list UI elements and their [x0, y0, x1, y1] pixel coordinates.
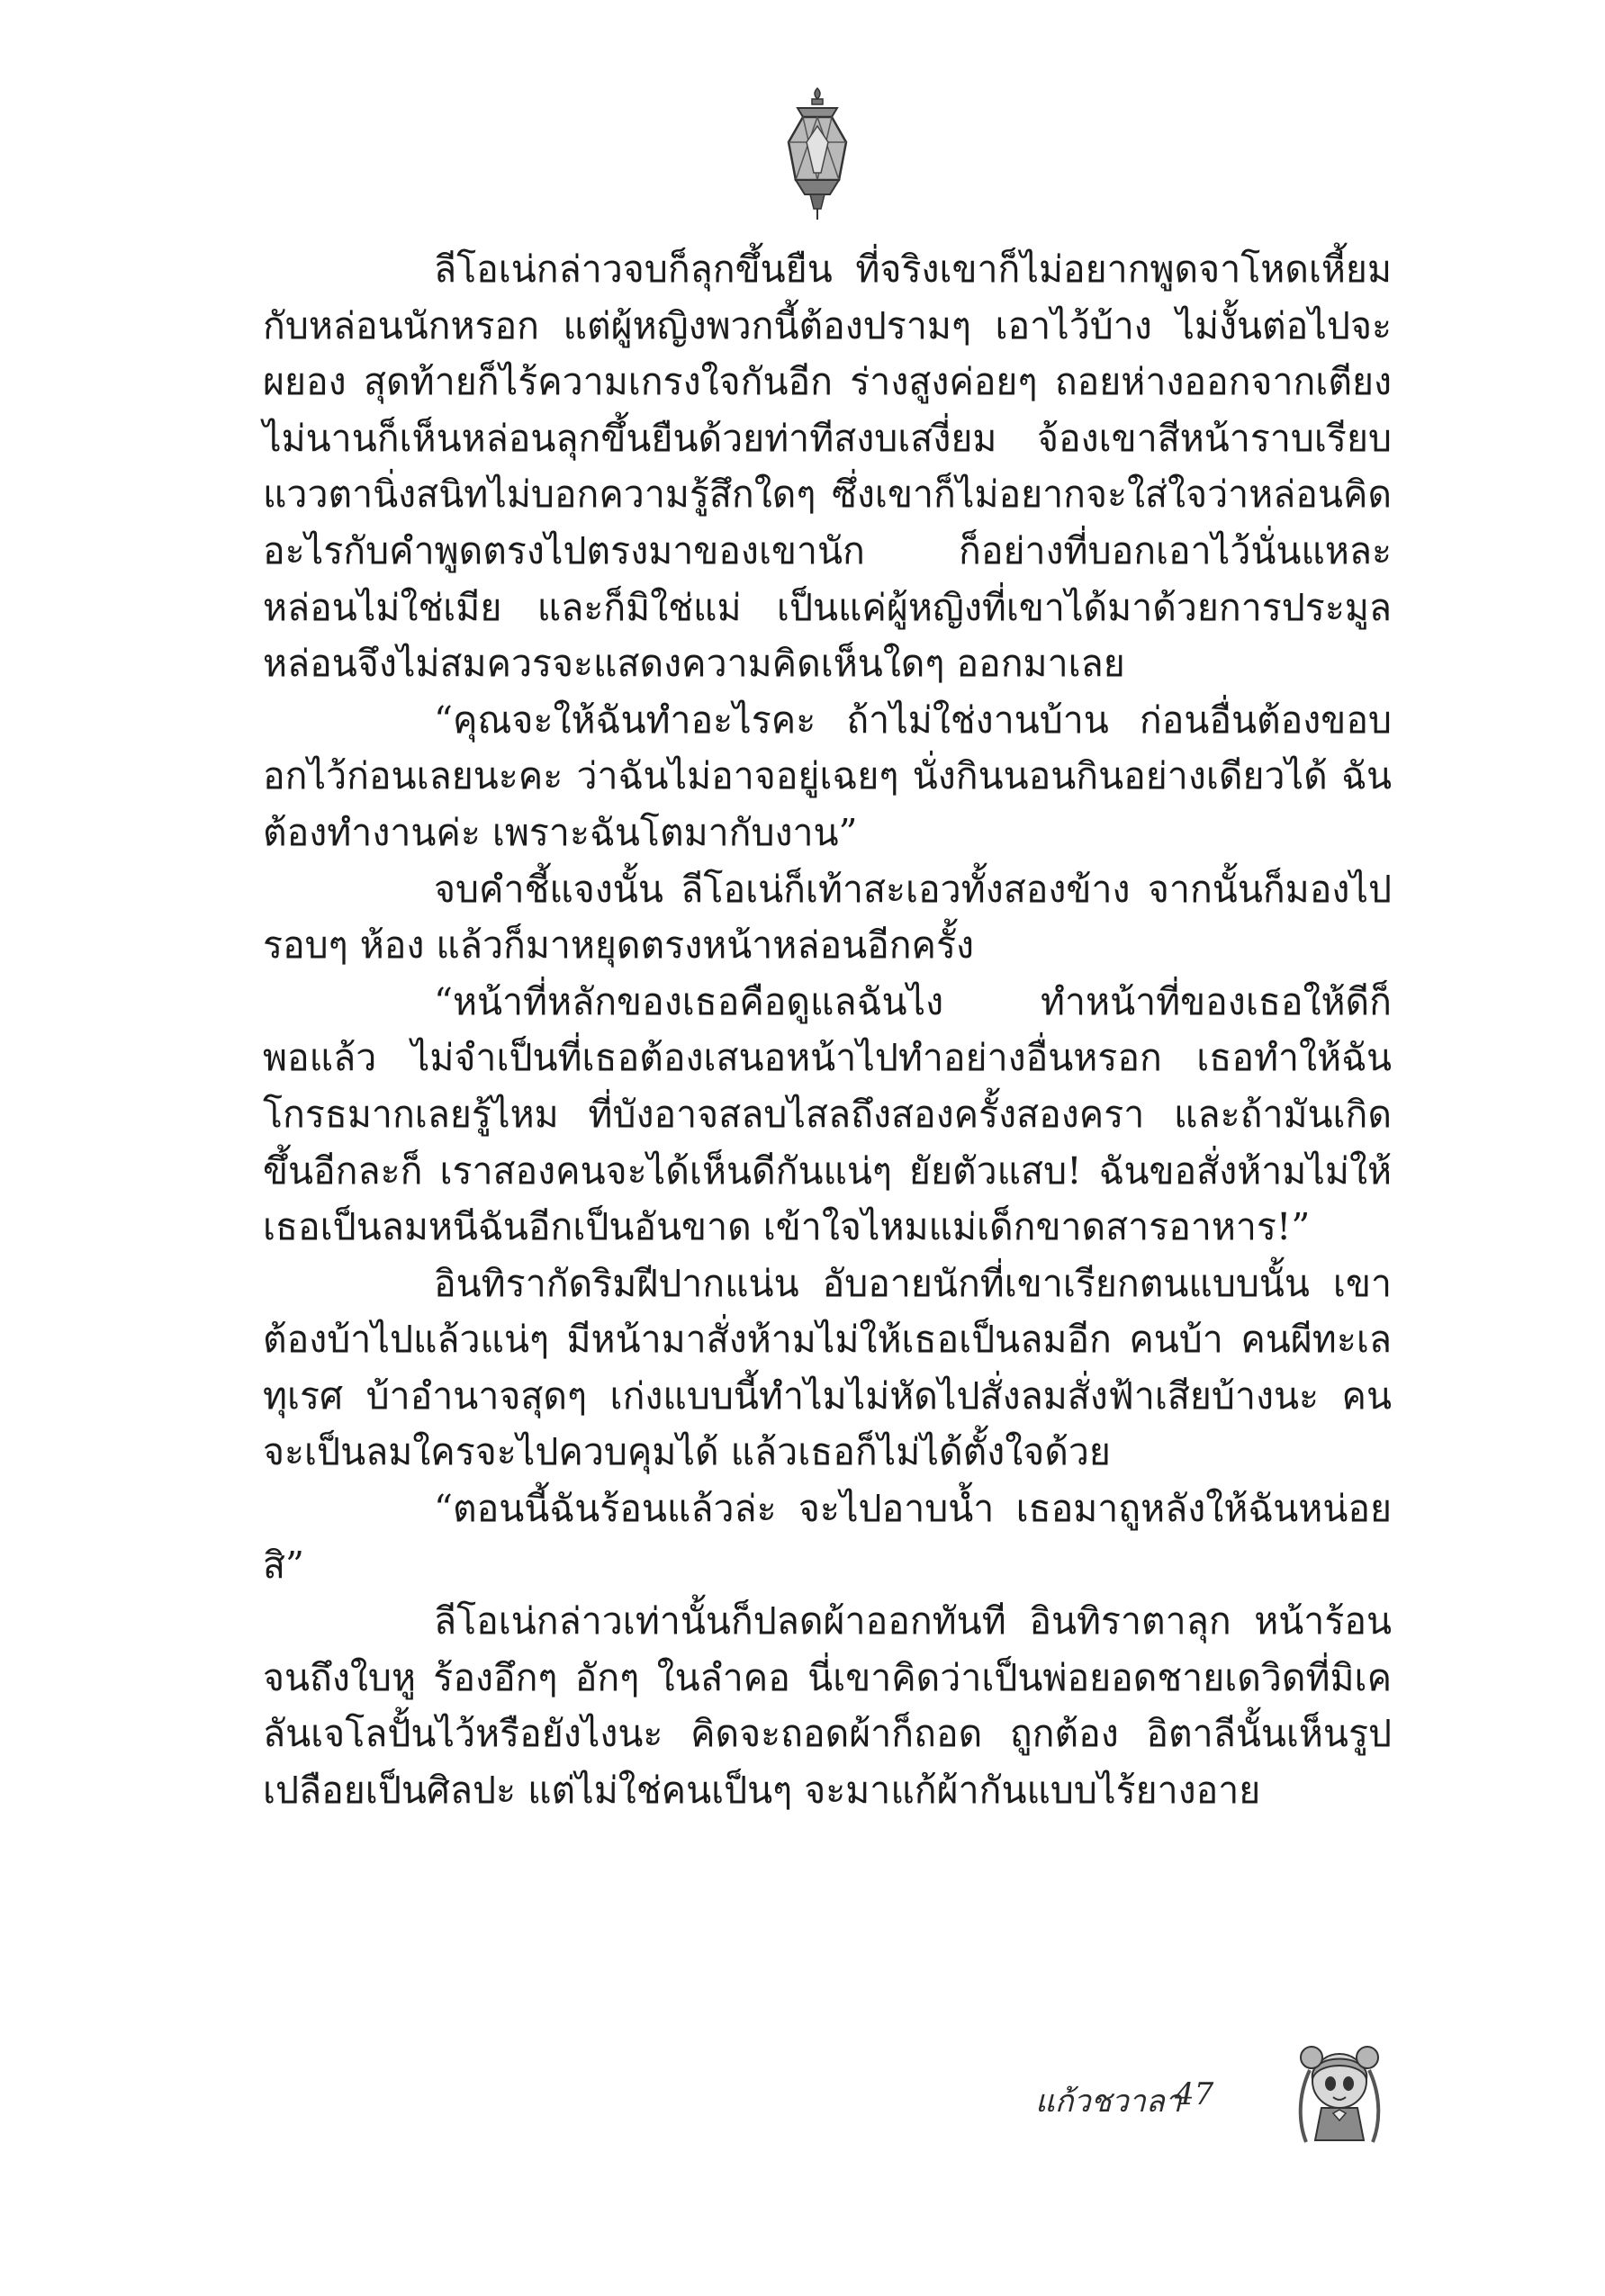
- cartoon-character-icon: [1290, 2034, 1389, 2151]
- paragraph: “คุณจะให้ฉันทำอะไรคะ ถ้าไม่ใช่งานบ้าน ก่อนอื่นต้องขอบอกไว้ก่อนเลยนะคะ ว่าฉันไม่อาจอยู่เฉยๆ นั่งกินนอนกินอย่างเดียวได้ ฉันต้องทำงานค่ะ เพราะฉันโตมากับงาน”: [263, 698, 1392, 854]
- page-number: 47: [1175, 2076, 1214, 2112]
- paragraph: อินทิรากัดริมฝีปากแน่น อับอายนักที่เขาเรียกตนแบบนั้น เขาต้องบ้าไปแล้วแน่ๆ มีหน้ามาสั่งห้ามไม่ให้เธอเป็นลมอีก คนบ้า คนผีทะเลทุเรศ บ้าอำนาจสุดๆ เก่งแบบนี้ทำไมไม่หัดไปสั่งลมสั่งฟ้าเสียบ้างนะ คนจะเป็นลมใครจะไปควบคุมได้ แล้วเธอก็ไม่ได้ตั้งใจด้วย: [263, 1261, 1392, 1474]
- paragraph: “หน้าที่หลักของเธอคือดูแลฉันไง ทำหน้าที่ของเธอให้ดีก็พอแล้ว ไม่จำเป็นที่เธอต้องเสนอหน้าไปทำอย่างอื่นหรอก เธอทำให้ฉันโกรธมากเลยรู้ไหม ที่บังอาจสลบไสลถึงสองครั้งสองครา และถ้ามันเกิดขึ้นอีกละก็ เราสองคนจะได้เห็นดีกันแน่ๆ ยัยตัวแสบ! ฉันขอสั่งห้ามไม่ให้เธอเป็นลมหนีฉันอีกเป็นอันขาด เข้าใจไหมแม่เด็กขาดสารอาหาร!”: [263, 979, 1392, 1249]
- paragraph: “ตอนนี้ฉันร้อนแล้วล่ะ จะไปอาบน้ำ เธอมาถูหลังให้ฉันหน่อยสิ”: [263, 1487, 1392, 1587]
- lantern-icon: [780, 86, 855, 221]
- paragraph: ลีโอเน่กล่าวเท่านั้นก็ปลดผ้าออกทันที อินทิราตาลุก หน้าร้อนจนถึงใบหู ร้องอึกๆ อักๆ ในลำคอ นี่เขาคิดว่าเป็นพ่อยอดชายเดวิดที่มิเคลันเจโลปั้นไว้หรือยังไงนะ คิดจะถอดผ้าก็ถอด ถูกต้อง อิตาลีนั้นเห็นรูปเปลือยเป็นศิลปะ แต่ไม่ใช่คนเป็นๆ จะมาแก้ผ้ากันแบบไร้ยางอาย: [263, 1599, 1392, 1813]
- body-text: [263, 241, 1392, 1819]
- book-title: แก้วชวาลา: [1035, 2084, 1182, 2120]
- paragraph: ลีโอเน่กล่าวจบก็ลุกขึ้นยืน ที่จริงเขาก็ไม่อยากพูดจาโหดเหี้ยมกับหล่อนนักหรอก แต่ผู้หญิงพวกนี้ต้องปรามๆ เอาไว้บ้าง ไม่งั้นต่อไปจะผยอง สุดท้ายก็ไร้ความเกรงใจกันอีก ร่างสูงค่อยๆ ถอยห่างออกจากเตียง ไม่นานก็เห็นหล่อนลุกขึ้นยืนด้วยท่าทีสงบเสงี่ยม จ้องเขาสีหน้าราบเรียบ แววตานิ่งสนิทไม่บอกความรู้สึกใดๆ ซึ่งเขาก็ไม่อยากจะใส่ใจว่าหล่อนคิดอะไรกับคำพูดตรงไปตรงมาของเขานัก ก็อย่างที่บอกเอาไว้นั่นแหละ หล่อนไม่ใช่เมีย และก็มิใช่แม่ เป็นแค่ผู้หญิงที่เขาได้มาด้วยการประมูล หล่อนจึงไม่สมควรจะแสดงความคิดเห็นใดๆ ออกมาเลย: [263, 248, 1392, 686]
- paragraph: จบคำชี้แจงนั้น ลีโอเน่ก็เท้าสะเอวทั้งสองข้าง จากนั้นก็มองไปรอบๆ ห้อง แล้วก็มาหยุดตรงหน้าหล่อนอีกครั้ง: [263, 867, 1392, 968]
